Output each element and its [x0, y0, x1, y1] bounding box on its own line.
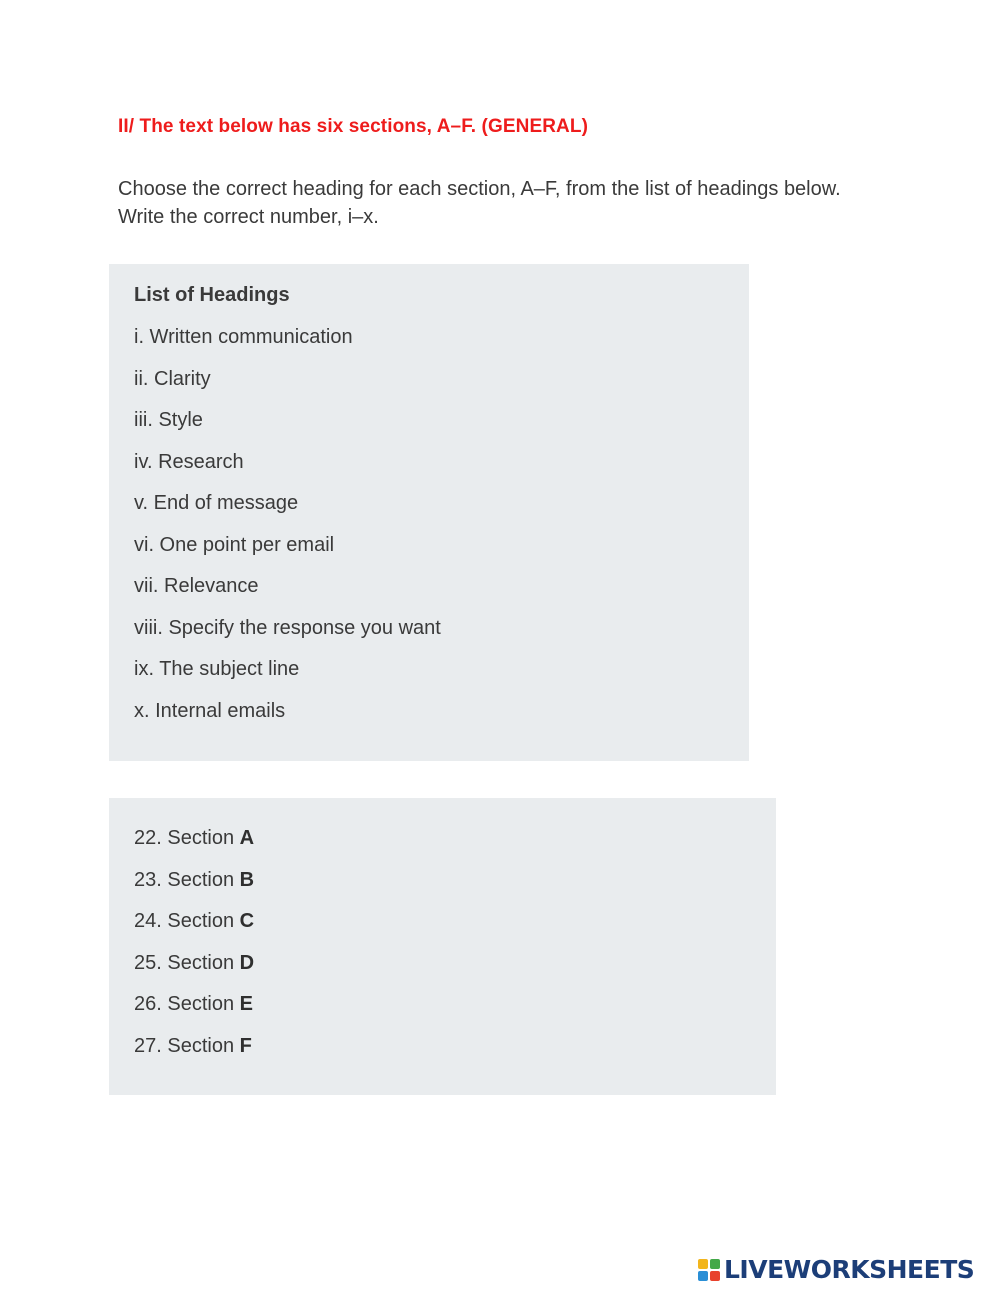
sections-box	[109, 798, 776, 1095]
section-letter: C	[239, 910, 255, 932]
logo-square-icon	[710, 1271, 720, 1281]
liveworksheets-logo[interactable]	[698, 1256, 974, 1284]
heading-item: i. Written communication	[134, 326, 353, 348]
section-item-label: 22. Section	[134, 827, 240, 849]
section-item-d	[134, 950, 776, 976]
section-item-label: 23. Section	[134, 868, 240, 891]
section-letter: A	[239, 827, 255, 849]
section-item-f	[134, 1033, 776, 1059]
section-letter: D	[239, 951, 255, 974]
section-letter: F	[239, 1034, 252, 1057]
heading-item: ii. Clarity	[134, 367, 211, 390]
section-item-label: 25. Section	[134, 951, 240, 974]
logo-square-icon	[698, 1259, 708, 1269]
heading-item: iv. Research	[134, 450, 244, 473]
section-title: II/ The text below has six sections, A–F. (GENERAL)	[118, 116, 588, 137]
section-letter: B	[239, 868, 255, 891]
instructions-text: Choose the correct heading for each section, A–F, from the list of headings below. Write the correct number, i–x.	[118, 178, 841, 228]
heading-item: iii. Style	[134, 409, 203, 431]
section-letter: E	[239, 993, 253, 1015]
liveworksheets-logo-icon	[698, 1259, 720, 1281]
logo-square-icon	[698, 1271, 708, 1281]
heading-item: ix. The subject line	[134, 658, 300, 680]
sections-list	[134, 825, 776, 1059]
heading-item: vii. Relevance	[134, 575, 259, 597]
logo-square-icon	[710, 1259, 720, 1269]
heading-item: v. End of message	[134, 492, 299, 514]
section-item-b	[134, 867, 776, 893]
headings-box-title: List of Headings	[134, 284, 290, 306]
section-item-a	[134, 825, 776, 851]
section-item-label: 27. Section	[134, 1034, 240, 1057]
heading-item: x. Internal emails	[134, 699, 286, 722]
headings-list	[134, 324, 749, 724]
section-item-e	[134, 991, 776, 1017]
logo-text: LIVEWORKSHEETS	[724, 1255, 975, 1284]
section-item-label: 26. Section	[134, 993, 240, 1015]
heading-item: vi. One point per email	[134, 533, 335, 556]
section-item-c	[134, 908, 776, 934]
section-item-label: 24. Section	[134, 910, 240, 932]
heading-item: viii. Specify the response you want	[134, 616, 441, 639]
list-of-headings-box	[109, 264, 749, 761]
